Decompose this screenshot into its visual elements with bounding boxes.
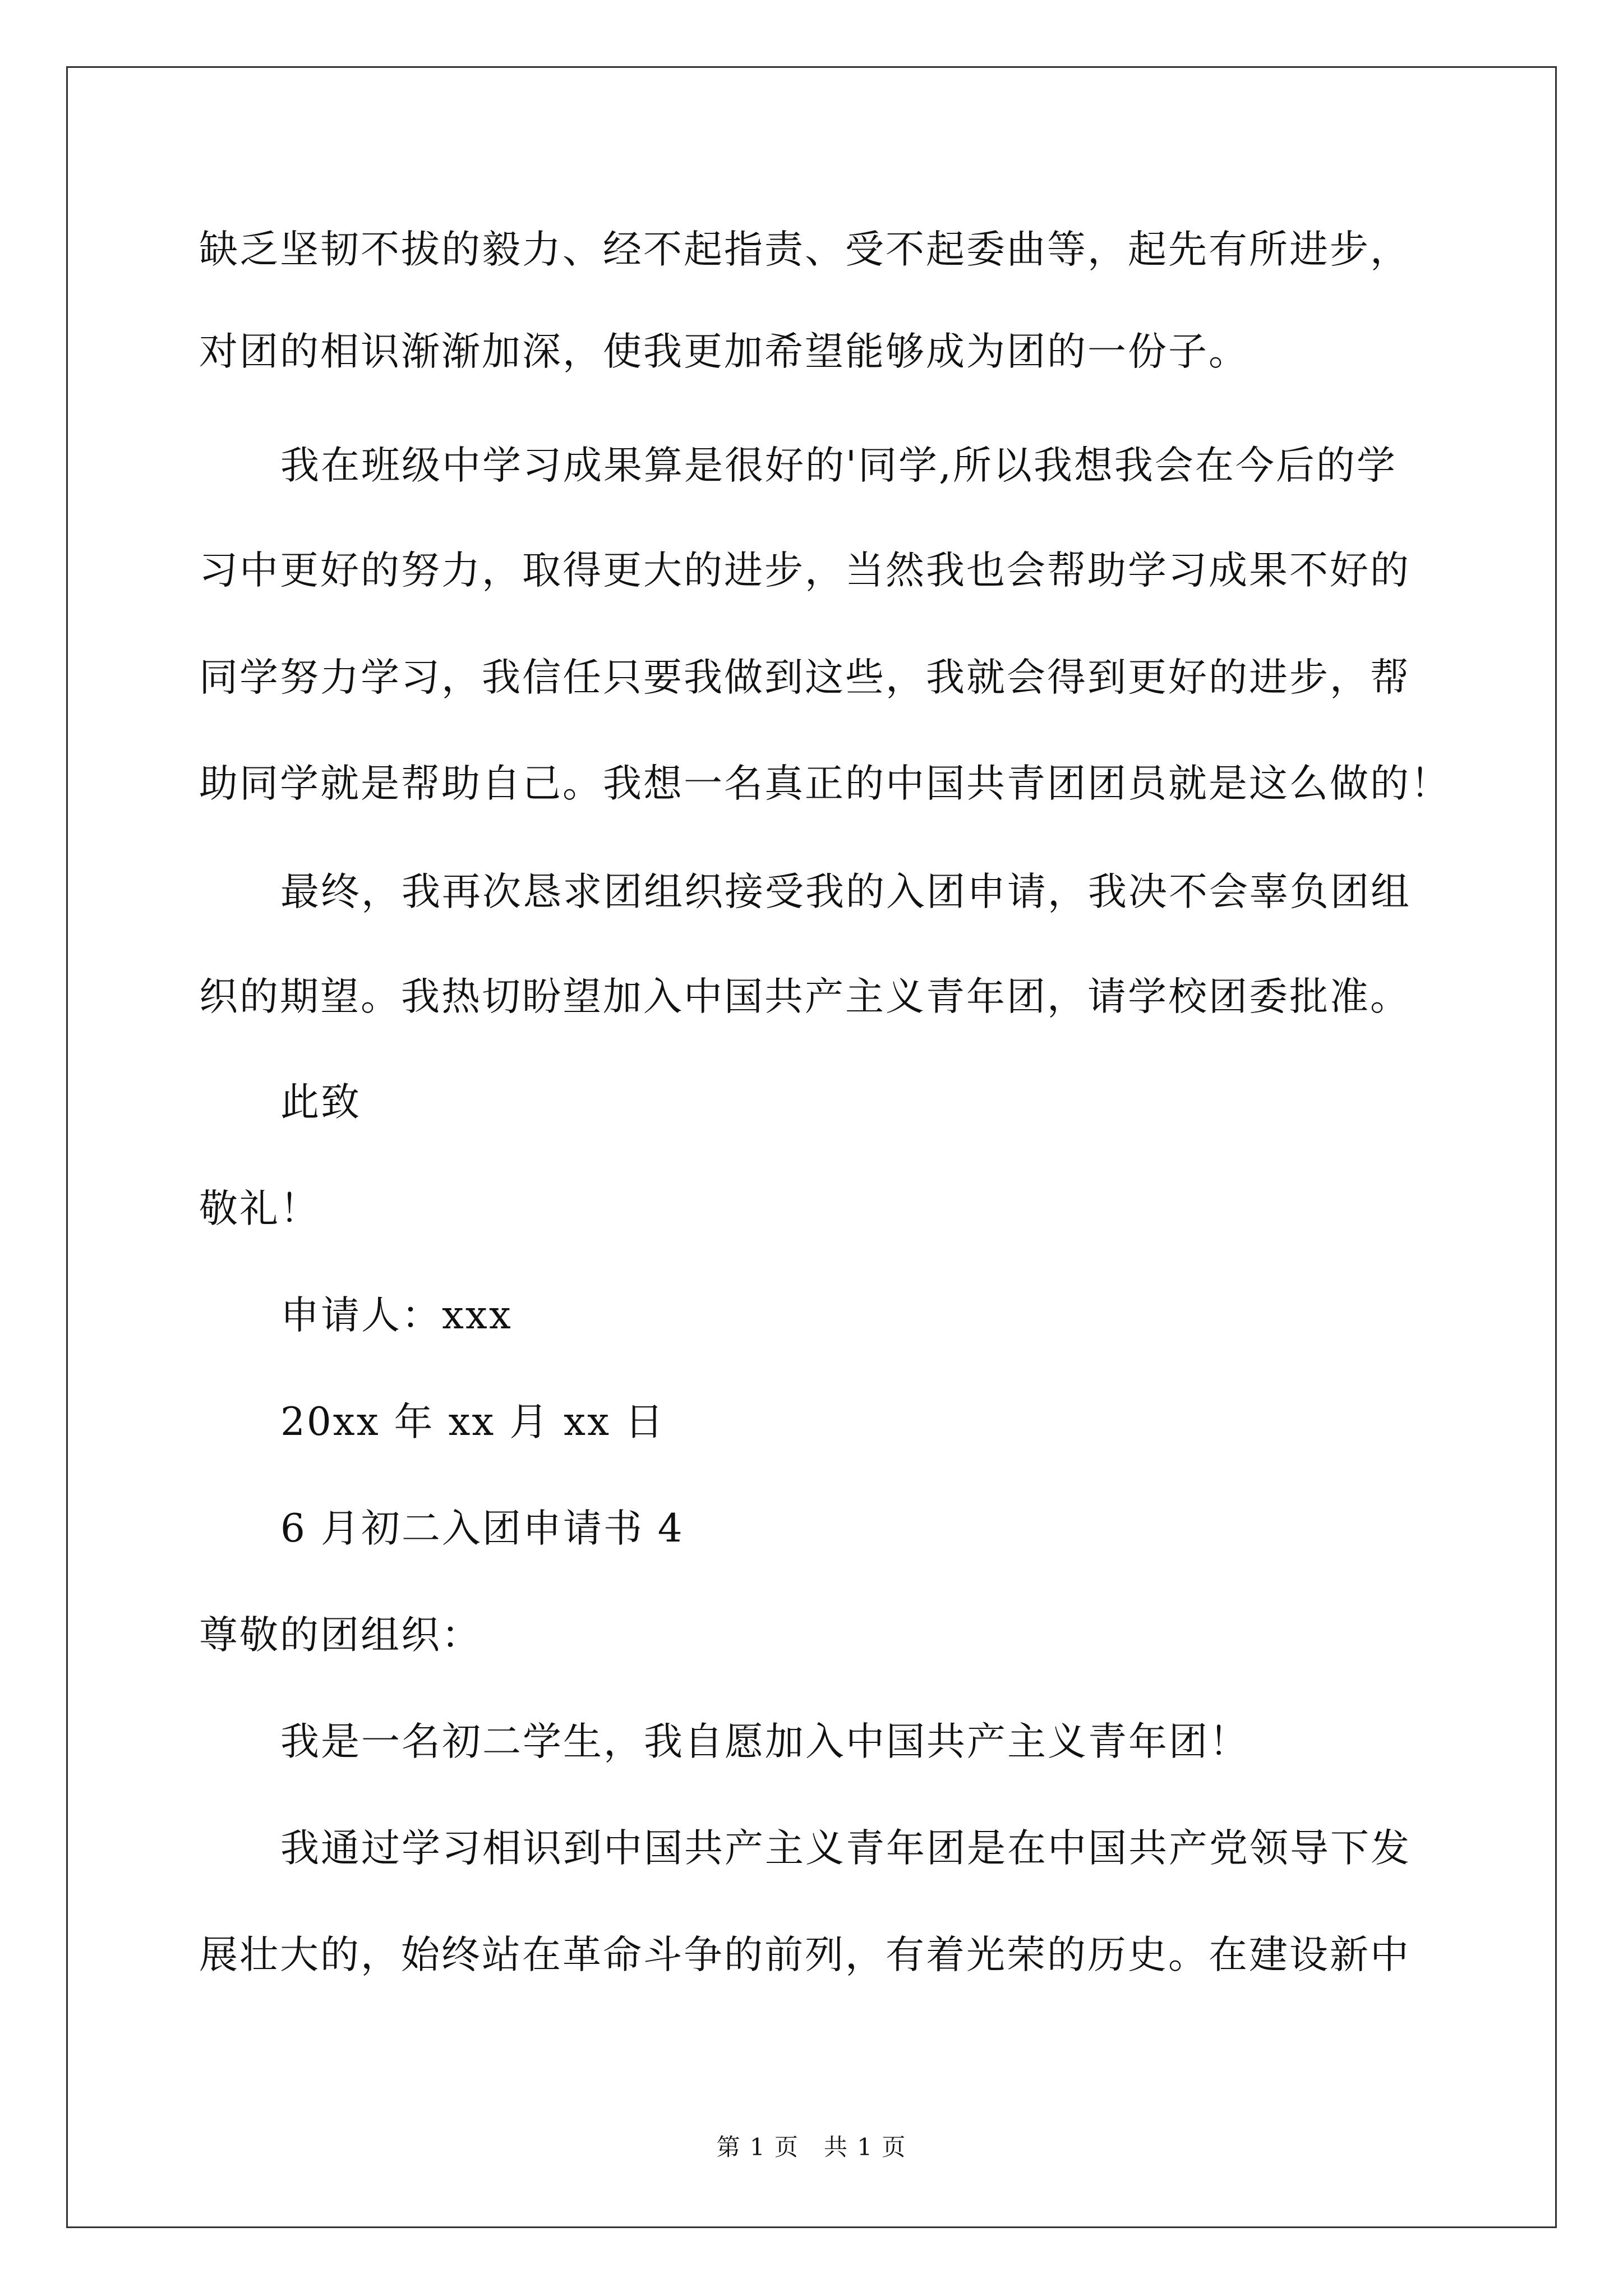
- salutation: 敬礼！: [199, 1186, 320, 1231]
- text-line: 展壮大的，始终站在革命斗争的前列，有着光荣的历史。在建设新中: [199, 1932, 1410, 1977]
- page-border: [66, 66, 1557, 2228]
- text-line: 助同学就是帮助自己。我想一名真正的中国共青团团员就是这么做的！: [199, 761, 1451, 806]
- page-footer: 第 1 页 共 1 页: [716, 2133, 907, 2161]
- text-line: 织的期望。我热切盼望加入中国共产主义青年团，请学校团委批准。: [199, 974, 1410, 1019]
- text-line: 缺乏坚韧不拔的毅力、经不起指责、受不起委曲等，起先有所进步，: [199, 227, 1410, 272]
- text-line: 习中更好的努力，取得更大的进步，当然我也会帮助学习成果不好的: [199, 548, 1410, 593]
- date-line: 20xx 年 xx 月 xx 日: [280, 1400, 665, 1444]
- greeting: 尊敬的团组织：: [199, 1613, 482, 1658]
- paragraph-line: 我在班级中学习成果算是很好的'同学,所以我想我会在今后的学: [280, 443, 1397, 488]
- paragraph-line: 我通过学习相识到中国共产主义青年团是在中国共产党领导下发: [280, 1826, 1411, 1871]
- paragraph-line: 我是一名初二学生，我自愿加入中国共产主义青年团！: [280, 1719, 1249, 1764]
- section-title: 6 月初二入团申请书 4: [280, 1506, 684, 1551]
- applicant-name: 申请人：xxx: [280, 1293, 513, 1338]
- text-line: 对团的相识渐渐加深，使我更加希望能够成为团的一份子。: [199, 329, 1249, 374]
- text-line: 同学努力学习，我信任只要我做到这些，我就会得到更好的进步，帮: [199, 655, 1410, 700]
- closing-phrase: 此致: [280, 1080, 361, 1125]
- paragraph-line: 最终，我再次恳求团组织接受我的入团申请，我决不会辜负团组: [280, 869, 1411, 914]
